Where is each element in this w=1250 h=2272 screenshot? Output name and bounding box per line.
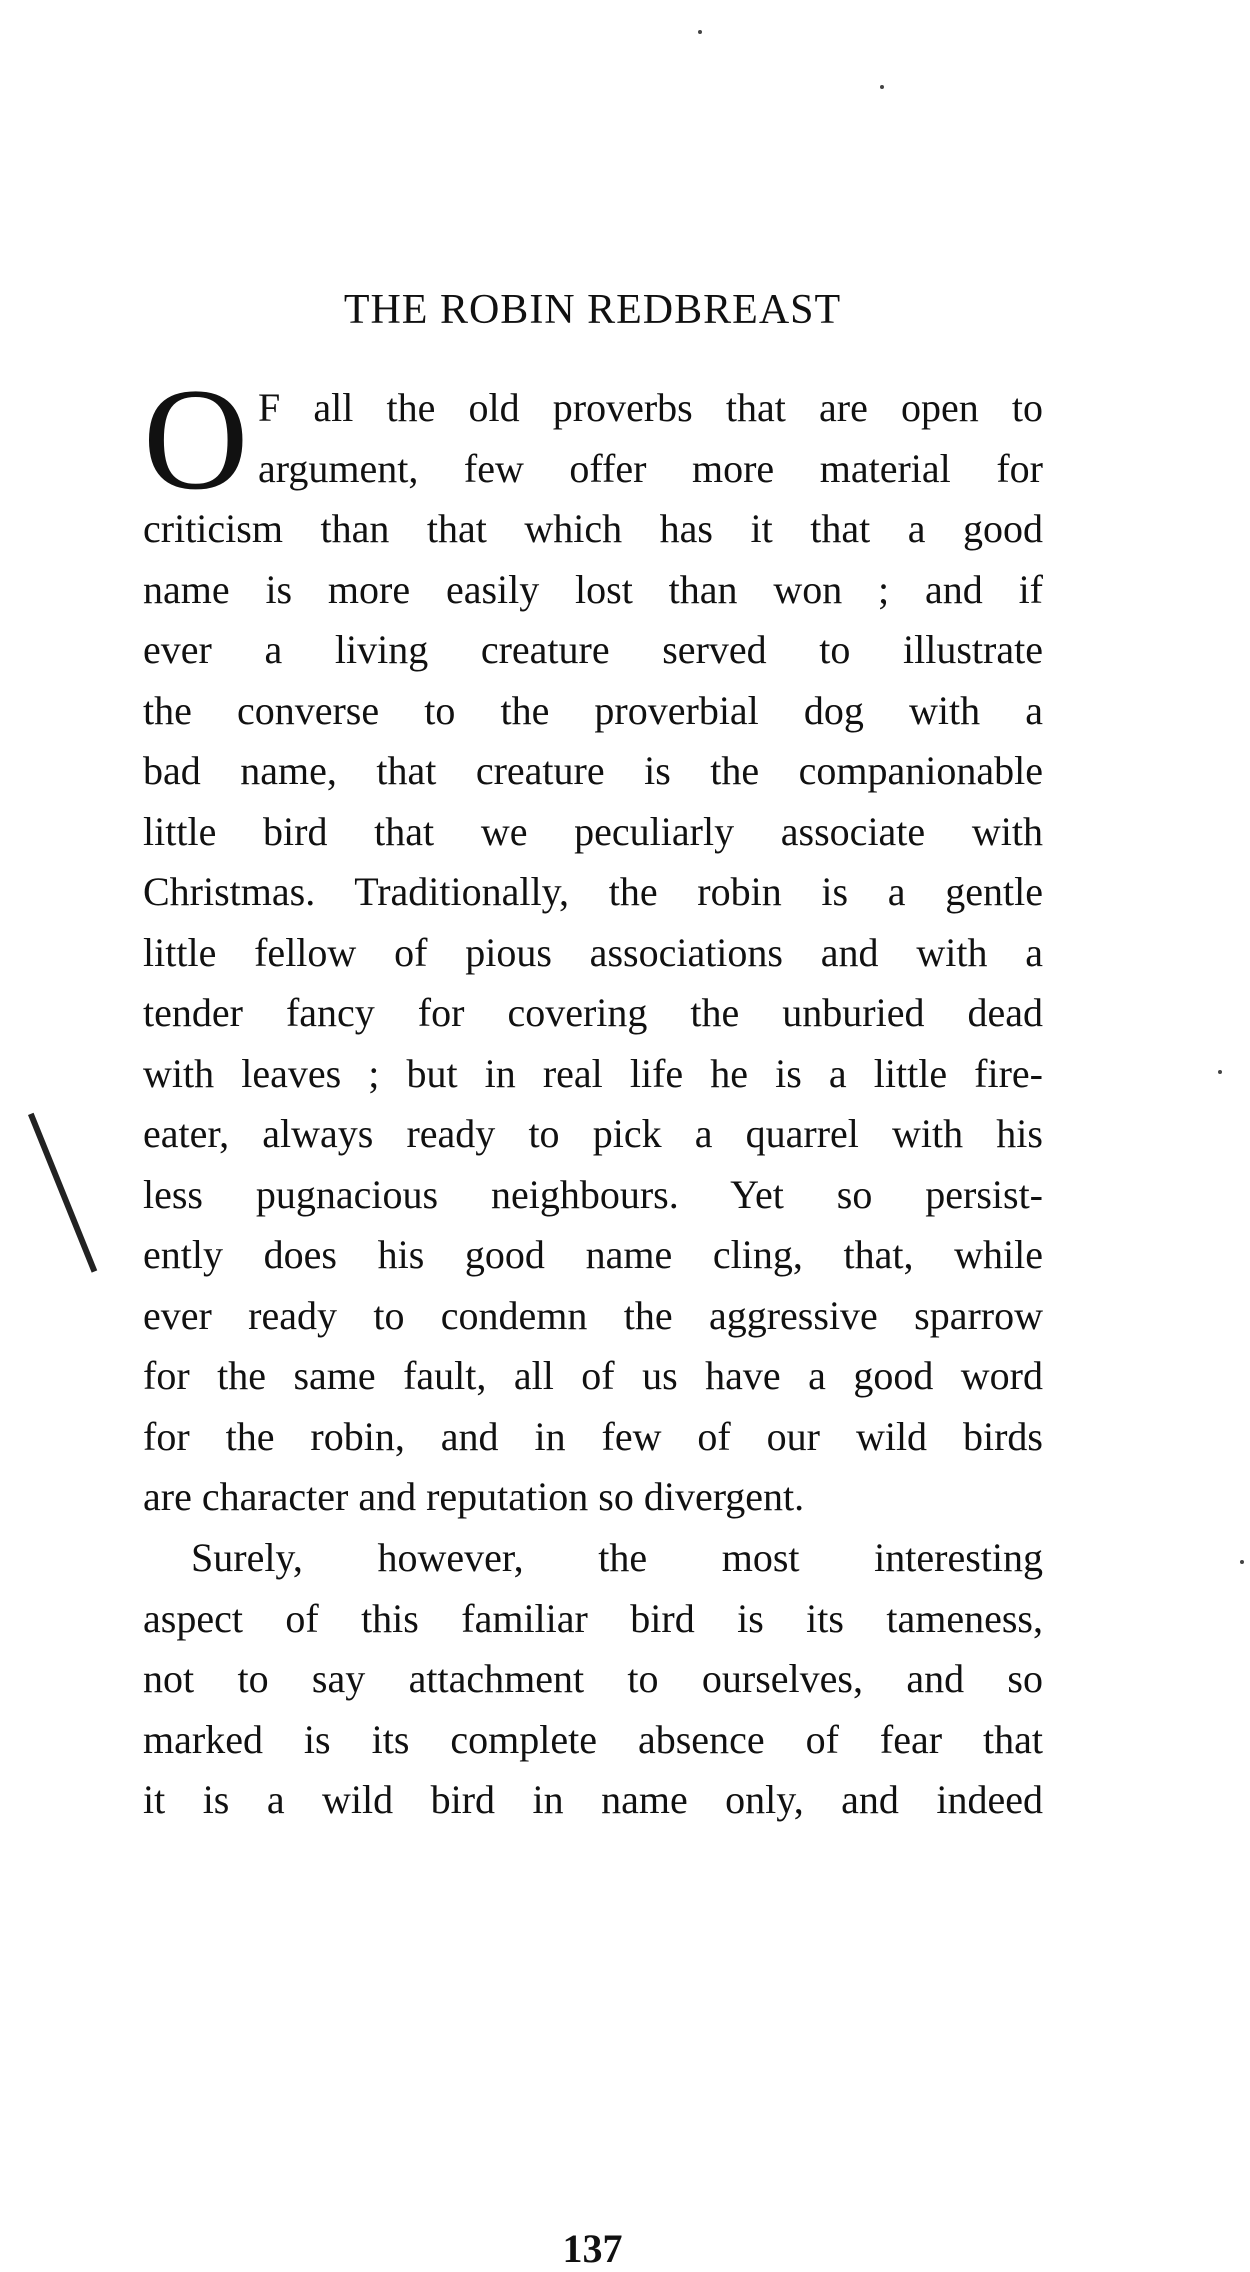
- text-line: argument, few offer more material for: [258, 445, 1043, 491]
- text-line: criticism than that which has it that a good: [143, 506, 1043, 551]
- text-line: F all the old proverbs that are open to: [258, 385, 1043, 430]
- text-line: eater, always ready to pick a quarrel with his: [143, 1111, 1043, 1156]
- text-line: little fellow of pious associations and with a: [143, 929, 1043, 975]
- text-line: ever a living creature served to illustrate: [143, 627, 1043, 672]
- speck-mark: [1218, 1070, 1222, 1074]
- text-line: with leaves ; but in real life he is a little fire-: [143, 1050, 1043, 1096]
- text-line: bad name, that creature is the companionable: [143, 748, 1043, 793]
- drop-cap: O: [143, 358, 249, 520]
- text-line: name is more easily lost than won ; and if: [143, 566, 1043, 612]
- text-line: less pugnacious neighbours. Yet so persist-: [143, 1171, 1043, 1217]
- page-number: 137: [562, 2226, 623, 2271]
- speck-mark: [880, 85, 884, 89]
- running-head: THE ROBIN REDBREAST: [343, 287, 842, 333]
- text-line: ently does his good name cling, that, while: [143, 1232, 1043, 1277]
- speck-mark: [1240, 1560, 1244, 1564]
- text-line: little bird that we peculiarly associate with: [143, 808, 1043, 854]
- text-line: Surely, however, the most interesting: [191, 1535, 1043, 1580]
- text-line: not to say attachment to ourselves, and so: [143, 1656, 1043, 1701]
- text-line: Christmas. Traditionally, the robin is a gentle: [143, 869, 1043, 914]
- text-line: ever ready to condemn the aggressive sparrow: [143, 1292, 1043, 1338]
- text-line: tender fancy for covering the unburied dead: [143, 990, 1043, 1035]
- paragraph-1: [143, 358, 1043, 1528]
- text-line: for the robin, and in few of our wild birds: [143, 1413, 1043, 1459]
- paragraph-2: [143, 1528, 1043, 1831]
- text-line: the converse to the proverbial dog with a: [143, 687, 1043, 733]
- text-line: for the same fault, all of us have a good word: [143, 1353, 1043, 1398]
- text-line: are character and reputation so divergent.: [143, 1474, 805, 1519]
- text-line: aspect of this familiar bird is its tameness,: [143, 1595, 1043, 1641]
- text-line: marked is its complete absence of fear that: [143, 1716, 1043, 1762]
- text-line: it is a wild bird in name only, and indeed: [143, 1777, 1043, 1822]
- speck-mark: [698, 30, 702, 34]
- margin-pencil-mark: [28, 1113, 97, 1273]
- dropcap-lines: [258, 378, 1043, 499]
- dropcap-row: [143, 358, 1043, 520]
